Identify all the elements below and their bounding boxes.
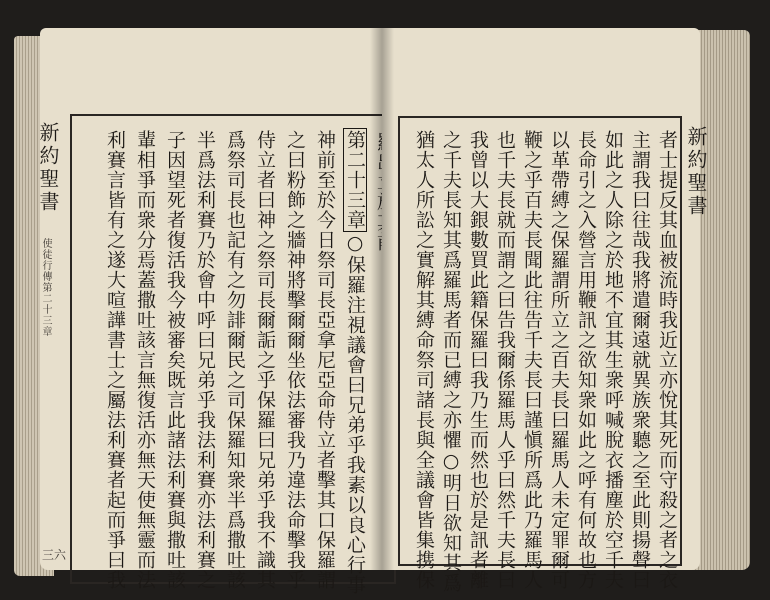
text-frame xyxy=(70,114,396,595)
text-column: 鞭之乎百夫長聞此往告千夫長曰謹愼所爲此乃羅馬人 xyxy=(521,130,543,590)
text-frame xyxy=(398,116,682,593)
left-page xyxy=(36,28,384,595)
text-column: 也千夫長就而謂之曰告我爾係羅馬人乎曰然千夫長曰 xyxy=(494,130,516,590)
text-column: 猶太人所訟之實解其縛命祭司諸長與全議會皆集携保 xyxy=(413,130,435,590)
text-column: 者士提反其血被流時我近立亦悅其死而守殺之者之衣 xyxy=(656,130,678,590)
text-column: 侍立者曰神之祭司長爾詬之乎保羅曰兄弟乎我不識其 xyxy=(254,130,276,590)
text-column: 之千夫長知其爲羅馬者而已縛之亦懼○明日欲知其爲 xyxy=(440,130,462,593)
text-column: 以革帶縛之保羅謂所立之百夫長曰羅馬人未定罪爾可 xyxy=(548,130,570,590)
text-column: 長命引之入營言用鞭訊之欲知衆如此之呼有何故也方 xyxy=(575,130,597,590)
text-column: 輩相爭而衆分焉蓋撒吐該言無復活亦無天使無靈而法 xyxy=(134,130,156,590)
book-gutter xyxy=(370,28,394,570)
text-column: ○保羅注視議會曰兄弟乎我素以良心行事 xyxy=(344,232,366,595)
page-number: 三六 xyxy=(42,548,67,562)
running-subtitle: 使徒行傳第二十三章 xyxy=(40,238,51,337)
text-column: 之曰粉飾之牆神將擊爾爾坐依法審我乃違法命擊我乎 xyxy=(284,130,306,590)
running-title: 新約聖書 xyxy=(36,122,60,214)
text-column: 主謂我曰往哉我將遣爾遠就異族衆聽之至此則揚聲曰 xyxy=(629,130,651,590)
right-page xyxy=(382,28,708,593)
chapter-heading: 第二十三章 xyxy=(344,130,366,230)
text-column: 半爲法利賽乃於會中呼曰兄弟乎我法利賽亦法利賽之 xyxy=(194,130,216,590)
text-column: 爲祭司長也記有之勿誹爾民之司保羅知衆半爲撒吐該 xyxy=(224,130,246,590)
text-column: 如此之人除之於地不宜其生衆呼喊脫衣播塵於空千夫 xyxy=(602,130,624,590)
text-column-with-heading xyxy=(344,128,365,595)
text-column: 利賽言皆有之遂大喧譁書士之屬法利賽者起而爭曰我 xyxy=(104,130,126,590)
text-column: 子因望死者復活我今被審矣既言此諸法利賽與撒吐該 xyxy=(164,130,186,590)
running-title: 新約聖書 xyxy=(684,126,708,218)
text-column: 我曾以大銀數買此籍保羅曰我乃生而然也於是訊者離 xyxy=(467,130,489,590)
text-column: 神前至於今日祭司長亞拿尼亞命侍立者擊其口保羅謂 xyxy=(314,130,336,590)
